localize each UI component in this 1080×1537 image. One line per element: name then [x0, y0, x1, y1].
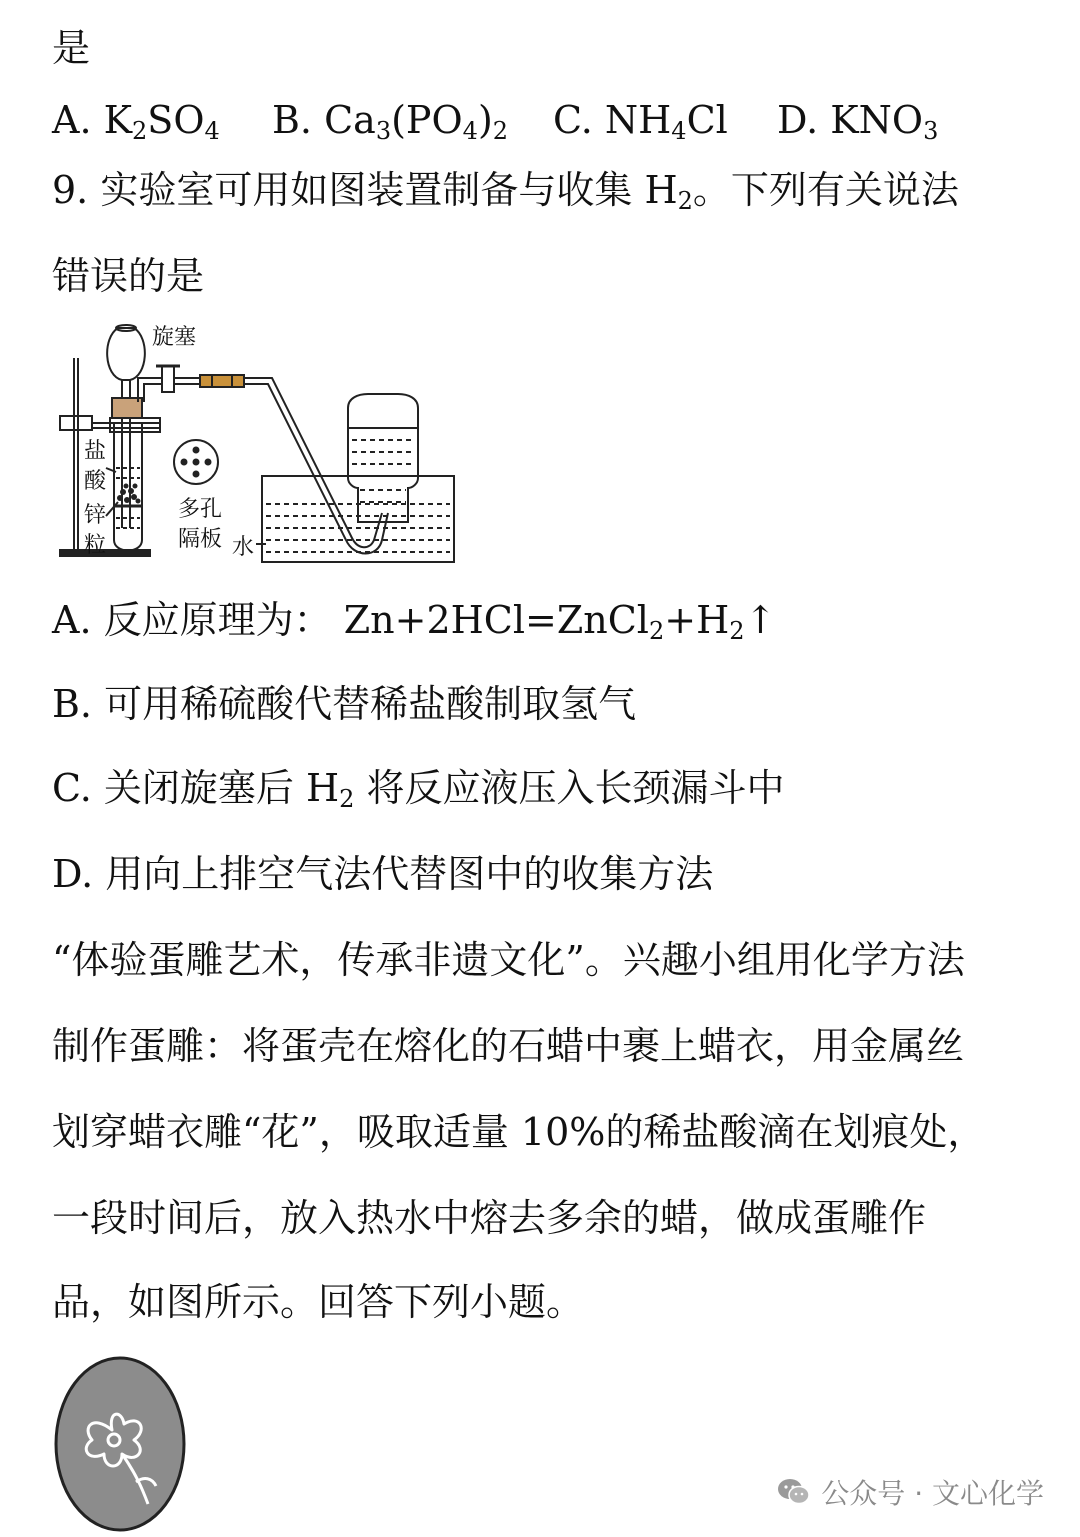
formula-subscript: 2: [132, 117, 148, 145]
q9-stem-line2: 错误的是: [52, 254, 205, 298]
q9-stem-subscript: 2: [677, 187, 693, 215]
formula-subscript: 4: [462, 117, 478, 145]
formula-part: Cl: [686, 98, 728, 142]
watermark: [777, 1472, 1044, 1512]
q8-option-b-label: B.: [272, 98, 325, 142]
passage-line: 划穿蜡衣雕“花”，吸取适量 10%的稀盐酸滴在划痕处，: [52, 1110, 986, 1154]
q9-number: 9.: [52, 168, 89, 212]
q9-option-a-equation: [343, 598, 777, 645]
equation-subscript: 2: [729, 617, 745, 645]
q9-option-a: [52, 598, 777, 645]
label-zinc-1: 锌: [84, 503, 107, 528]
equation-part: +H: [664, 598, 730, 642]
passage-line: 品，如图所示。回答下列小题。: [52, 1280, 585, 1324]
label-acid-2: 酸: [84, 469, 107, 494]
q9-option-a-label: A.: [52, 598, 92, 642]
q8-option-a: [52, 98, 220, 145]
valve: [162, 366, 174, 392]
q9-stem-part1: 实验室可用如图装置制备与收集 H: [100, 168, 678, 212]
funnel-bulb: [107, 328, 145, 380]
formula-part: (PO: [391, 98, 463, 142]
q9-option-c: [52, 766, 785, 813]
watermark-text: 公众号 · 文心化学: [821, 1477, 1044, 1510]
q8-option-d: [777, 98, 939, 145]
header-line: 是: [52, 26, 91, 70]
formula-subscript: 4: [204, 117, 220, 145]
formula-subscript: 2: [492, 117, 509, 145]
label-plate-2: 隔板: [178, 527, 223, 552]
q9-option-c-subscript: 2: [339, 785, 355, 813]
formula-part: SO: [147, 98, 205, 142]
q9-option-d-text: 用向上排空气法代替图中的收集方法: [105, 852, 714, 896]
zinc-granules: [117, 484, 141, 504]
wechat-icon: [777, 1477, 811, 1507]
q8-option-c-label: C.: [553, 98, 605, 142]
q8-option-c: [553, 98, 728, 145]
q8-option-c-formula: [604, 98, 728, 145]
formula-part: K: [103, 98, 132, 142]
formula-part: Ca: [324, 98, 376, 142]
equation-part: Zn+2HCl=ZnCl: [343, 598, 649, 642]
q9-stem-line1: [52, 168, 959, 215]
formula-part: NH: [604, 98, 672, 142]
q9-option-c-part1: 关闭旋塞后 H: [103, 766, 340, 810]
q9-option-c-part2: 将反应液压入长颈漏斗中: [354, 766, 785, 810]
formula-part: ): [477, 98, 493, 142]
egg-carving-image: [52, 1354, 192, 1534]
stand-clamp: [60, 416, 92, 430]
label-plate-1: 多孔: [178, 497, 223, 522]
q8-option-b-formula: [324, 98, 509, 145]
label-valve: 旋塞: [152, 325, 197, 350]
label-acid-1: 盐: [84, 439, 107, 464]
gas-arrow-icon: ↑: [744, 598, 777, 642]
q9-option-c-label: C.: [52, 766, 92, 810]
q9-stem-part2: 。下列有关说法: [692, 168, 959, 212]
formula-subscript: 4: [671, 117, 687, 145]
q8-option-a-formula: [103, 98, 220, 145]
passage-line: “体验蛋雕艺术，传承非遗文化”。兴趣小组用化学方法: [52, 938, 965, 982]
q9-option-d-label: D.: [52, 852, 94, 896]
q9-stem-text: [100, 168, 959, 215]
q9-option-b-label: B.: [52, 682, 93, 726]
q8-option-a-label: A.: [52, 98, 104, 142]
formula-part: KNO: [830, 98, 924, 142]
apparatus-drawing: [52, 318, 462, 568]
formula-subscript: 3: [923, 117, 939, 145]
q8-option-d-formula: [830, 98, 939, 145]
equation-subscript: 2: [648, 617, 665, 645]
q9-option-b-text: 可用稀硫酸代替稀盐酸制取氢气: [104, 682, 637, 726]
apparatus-figure: [52, 318, 462, 568]
passage-line: 一段时间后，放入热水中熔去多余的蜡，做成蛋雕作: [52, 1196, 927, 1240]
q9-option-d: [52, 852, 713, 896]
q9-option-b: [52, 682, 636, 726]
label-water: 水: [232, 535, 255, 560]
label-zinc-2: 粒: [84, 533, 107, 558]
q8-option-b: [272, 98, 509, 145]
rubber-connector: [200, 375, 244, 387]
q8-option-d-label: D.: [777, 98, 831, 142]
passage-line: 制作蛋雕：将蛋壳在熔化的石蜡中裹上蜡衣，用金属丝: [52, 1024, 965, 1068]
q9-option-a-text: 反应原理为：: [103, 598, 332, 642]
q9-option-c-text: [103, 766, 785, 813]
formula-subscript: 3: [375, 117, 392, 145]
